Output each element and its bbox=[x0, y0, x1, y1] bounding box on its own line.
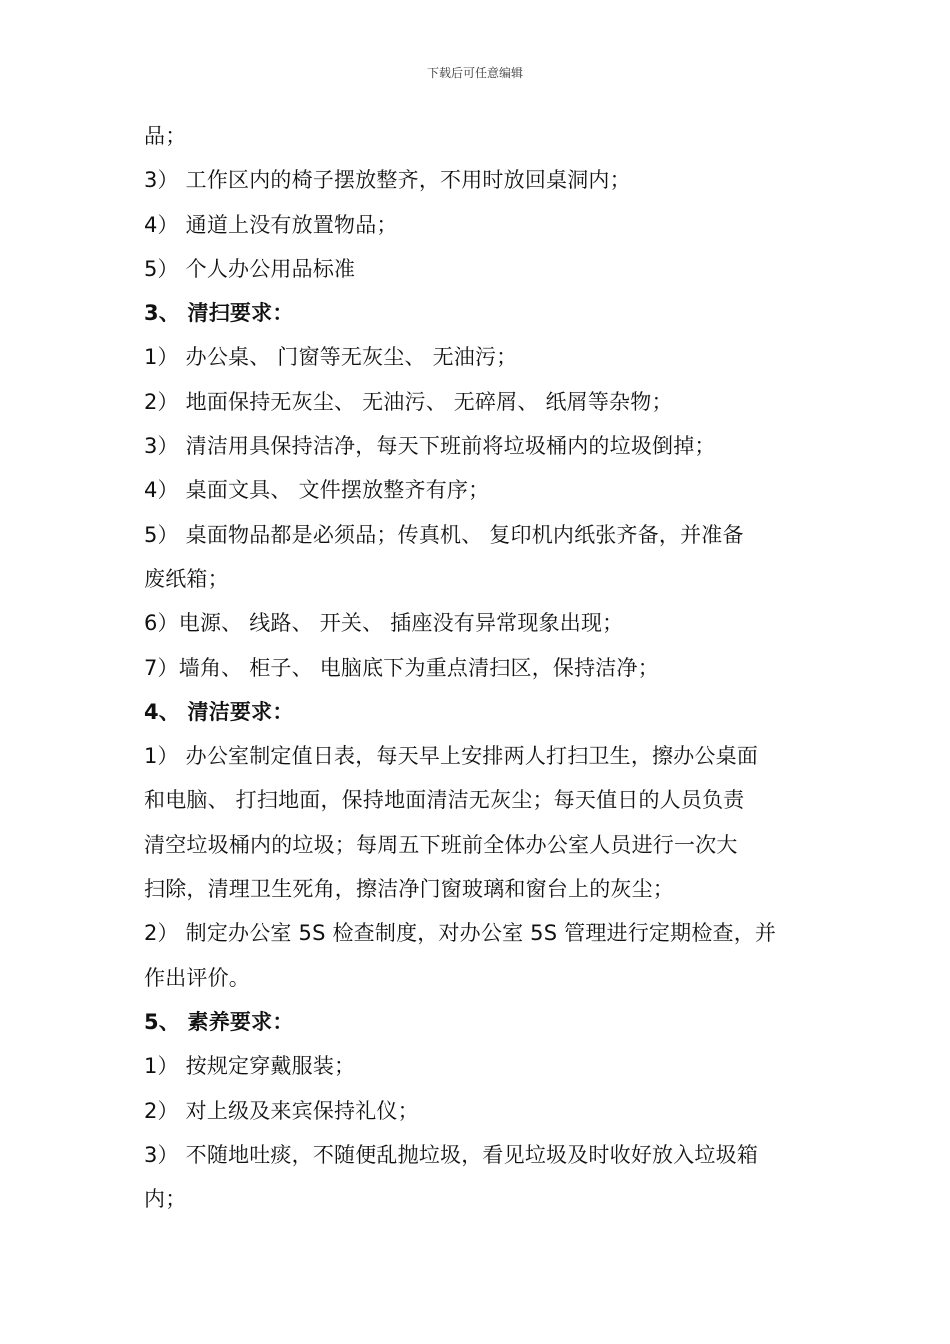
section-heading: 5、 素养要求： bbox=[144, 1009, 294, 1034]
paragraph-line: 4） 桌面文具、 文件摆放整齐有序； bbox=[144, 478, 490, 503]
paragraph-line: 2） 制定办公室 5S 检查制度，对办公室 5S 管理进行定期检查，并 bbox=[144, 921, 777, 946]
paragraph-line: 3） 工作区内的椅子摆放整齐，不用时放回桌洞内； bbox=[144, 168, 631, 193]
paragraph-line: 1） 按规定穿戴服装； bbox=[144, 1054, 356, 1079]
paragraph-line: 4） 通道上没有放置物品； bbox=[144, 212, 398, 237]
paragraph-line: 5） 桌面物品都是必须品；传真机、 复印机内纸张齐备，并准备 bbox=[144, 522, 744, 547]
paragraph-line: 6）电源、 线路、 开关、 插座没有异常现象出现； bbox=[144, 611, 624, 636]
paragraph-line: 扫除，清理卫生死角，擦洁净门窗玻璃和窗台上的灰尘； bbox=[144, 877, 674, 902]
paragraph-line: 清空垃圾桶内的垃圾；每周五下班前全体办公室人员进行一次大 bbox=[144, 832, 738, 857]
paragraph-line: 废纸箱； bbox=[144, 566, 229, 591]
paragraph-line: 品； bbox=[144, 124, 187, 148]
document-body bbox=[144, 114, 808, 1221]
paragraph-line: 5） 个人办公用品标准 bbox=[144, 256, 356, 281]
paragraph-line: 作出评价。 bbox=[144, 965, 250, 990]
paragraph-line: 1） 办公桌、 门窗等无灰尘、 无油污； bbox=[144, 345, 518, 370]
paragraph-line: 2） 对上级及来宾保持礼仪； bbox=[144, 1098, 419, 1123]
paragraph-line: 3） 不随地吐痰，不随便乱抛垃圾，看见垃圾及时收好放入垃圾箱 bbox=[144, 1142, 759, 1167]
paragraph-line: 7）墙角、 柜子、 电脑底下为重点清扫区，保持洁净； bbox=[144, 655, 659, 680]
section-heading: 3、 清扫要求： bbox=[144, 301, 294, 326]
paragraph-line: 和电脑、 打扫地面，保持地面清洁无灰尘；每天值日的人员负责 bbox=[144, 788, 745, 813]
paragraph-line: 3） 清洁用具保持洁净，每天下班前将垃圾桶内的垃圾倒掉； bbox=[144, 434, 716, 459]
section-heading: 4、 清洁要求： bbox=[144, 699, 294, 724]
paragraph-line: 2） 地面保持无灰尘、 无油污、 无碎屑、 纸屑等杂物； bbox=[144, 389, 673, 414]
paragraph-line: 1） 办公室制定值日表，每天早上安排两人打扫卫生，擦办公桌面 bbox=[144, 744, 759, 769]
page-header: 下载后可任意编辑 bbox=[426, 66, 523, 80]
paragraph-line: 内； bbox=[144, 1187, 187, 1212]
